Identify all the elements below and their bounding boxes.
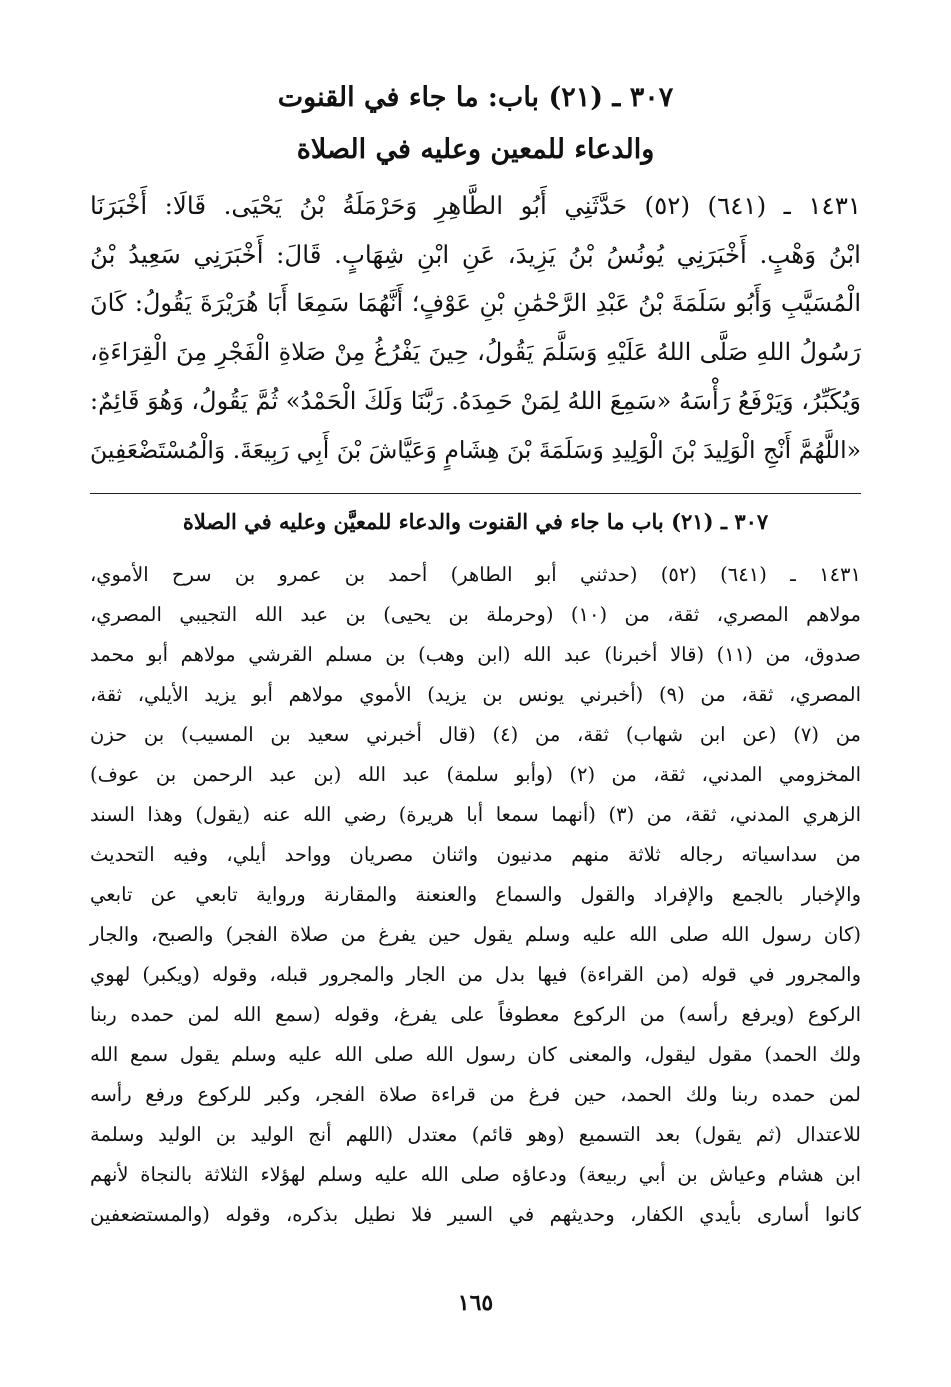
commentary-line: كانوا أسارى بأيدي الكفار، وحديثهم في السير فلا نطيل بذكره، وقوله (والمستضعفين <box>90 1203 861 1226</box>
commentary-line: صدوق، من (١١) (قالا أخبرنا) عبد الله (ابن وهب) بن مسلم القرشي مولاهم أبو محمد <box>90 643 861 666</box>
commentary-line: مولاهم المصري، ثقة، من (١٠) (وحرملة بن يحيى) بن عبد الله التجيبي المصري، <box>90 603 861 626</box>
commentary-line: والإخبار بالجمع والإفراد والقول والسماع والعنعنة والمقارنة ورواية تابعي عن تابعي <box>90 883 861 906</box>
commentary-line: للاعتدال (ثم يقول) بعد التسميع (وهو قائم) معتدل (اللهم أنج الوليد بن الوليد وسلمة <box>90 1123 861 1146</box>
hadith-text-line: وَيُكَبِّرُ، وَيَرْفَعُ رَأْسَهُ «سَمِعَ اللهُ لِمَنْ حَمِدَهُ. رَبَّنَا وَلَكَ الْحَمْدُ» ثُمَّ يَقُولُ، وَهُوَ قَائِمٌ: <box>90 387 861 415</box>
page-number: ١٦٥ <box>457 1290 494 1316</box>
commentary-line: والمجرور في قوله (من القراءة) فيها بدل من الجار والمجرور قبله، وقوله (ويكبر) لهوي <box>90 963 861 986</box>
commentary-line: (كان رسول الله صلى الله عليه وسلم يقول حين يفرغ من صلاة الفجر) والصبح، والجار <box>90 923 861 946</box>
commentary-line: الزهري المدني، ثقة، من (٣) (أنهما سمعا أبا هريرة) رضي الله عنه (يقول) وهذا السند <box>90 803 862 826</box>
commentary-title: ٣٠٧ ـ (٢١) باب ما جاء في القنوت والدعاء للمعيَّن وعليه في الصلاة <box>182 509 769 534</box>
commentary-line: ١٤٣١ ـ (٦٤١) (٥٢) (حدثني أبو الطاهر) أحمد بن عمرو بن سرح الأموي، <box>90 563 861 586</box>
commentary-line: المصري، ثقة، من (٩) (أخبرني يونس بن يزيد) الأموي مولاهم أبو يزيد الأيلي، ثقة، <box>90 683 862 706</box>
chapter-title-line-2: والدعاء للمعين وعليه في الصلاة <box>296 134 655 165</box>
commentary-line: ولك الحمد) مقول ليقول، والمعنى كان رسول الله صلى الله عليه وسلم يقول سمع الله <box>90 1043 861 1066</box>
commentary-line: ابن هشام وعياش بن أبي ربيعة) ودعاؤه صلى الله عليه وسلم لهؤلاء الثلاثة بالنجاة لأنهم <box>90 1163 861 1186</box>
commentary-line: من سداسياته رجاله ثلاثة منهم مدنيون واثنان مصريان وواحد أيلي، وفيه التحديث <box>90 843 861 866</box>
commentary-line: من (٧) (عن ابن شهاب) ثقة، من (٤) (قال أخبرني سعيد بن المسيب) بن حزن <box>90 723 861 746</box>
commentary-line: الركوع (ويرفع رأسه) من الركوع معطوفاً على يفرغ، وقوله (سمع الله لمن حمده ربنا <box>90 1003 861 1026</box>
section-divider <box>90 493 861 494</box>
hadith-text-line: رَسُولُ اللهِ صَلَّى اللهُ عَلَيْهِ وَسَلَّمَ يَقُولُ، حِينَ يَفْرُغُ مِنْ صَلاةِ الْفَجْرِ مِنَ الْقِرَاءَةِ، <box>90 338 861 366</box>
hadith-text-line: «اللَّهُمَّ أَنْجِ الْوَلِيدَ بْنَ الْوَلِيدِ وَسَلَمَةَ بْنَ هِشَامٍ وَعَيَّاشَ بْنَ أَبِي رَبِيعَةَ. وَالْمُسْتَضْعَفِينَ <box>89 436 861 464</box>
commentary-line: لمن حمده ربنا ولك الحمد، حين فرغ من قراءة صلاة الفجر، وكبر للركوع ورفع رأسه <box>90 1083 861 1106</box>
hadith-text-line: ١٤٣١ ـ (٦٤١) (٥٢) حَدَّثَنِي أَبُو الطَّاهِرِ وَحَرْمَلَةُ بْنُ يَحْيَى. قَالَا: أَخْبَرَنَا <box>90 191 862 220</box>
hadith-text-line: الْمُسَيَّبِ وَأَبُو سَلَمَةَ بْنُ عَبْدِ الرَّحْمَٰنِ بْنِ عَوْفٍ؛ أَنَّهُمَا سَمِعَا أَبَا هُرَيْرَةَ يَقُولُ: كَانَ <box>90 289 861 317</box>
chapter-title-line-1: ٣٠٧ ـ (٢١) باب: ما جاء في القنوت <box>277 82 674 113</box>
hadith-text-line: ابْنُ وَهْبٍ. أَخْبَرَنِي يُونُسُ بْنُ يَزِيدَ، عَنِ ابْنِ شِهَابٍ. قَالَ: أَخْبَرَنِي سَعِيدُ بْنُ <box>90 240 861 269</box>
commentary-line: المخزومي المدني، ثقة، من (٢) (وأبو سلمة) عبد الله (بن عبد الرحمن بن عوف) <box>90 763 862 786</box>
